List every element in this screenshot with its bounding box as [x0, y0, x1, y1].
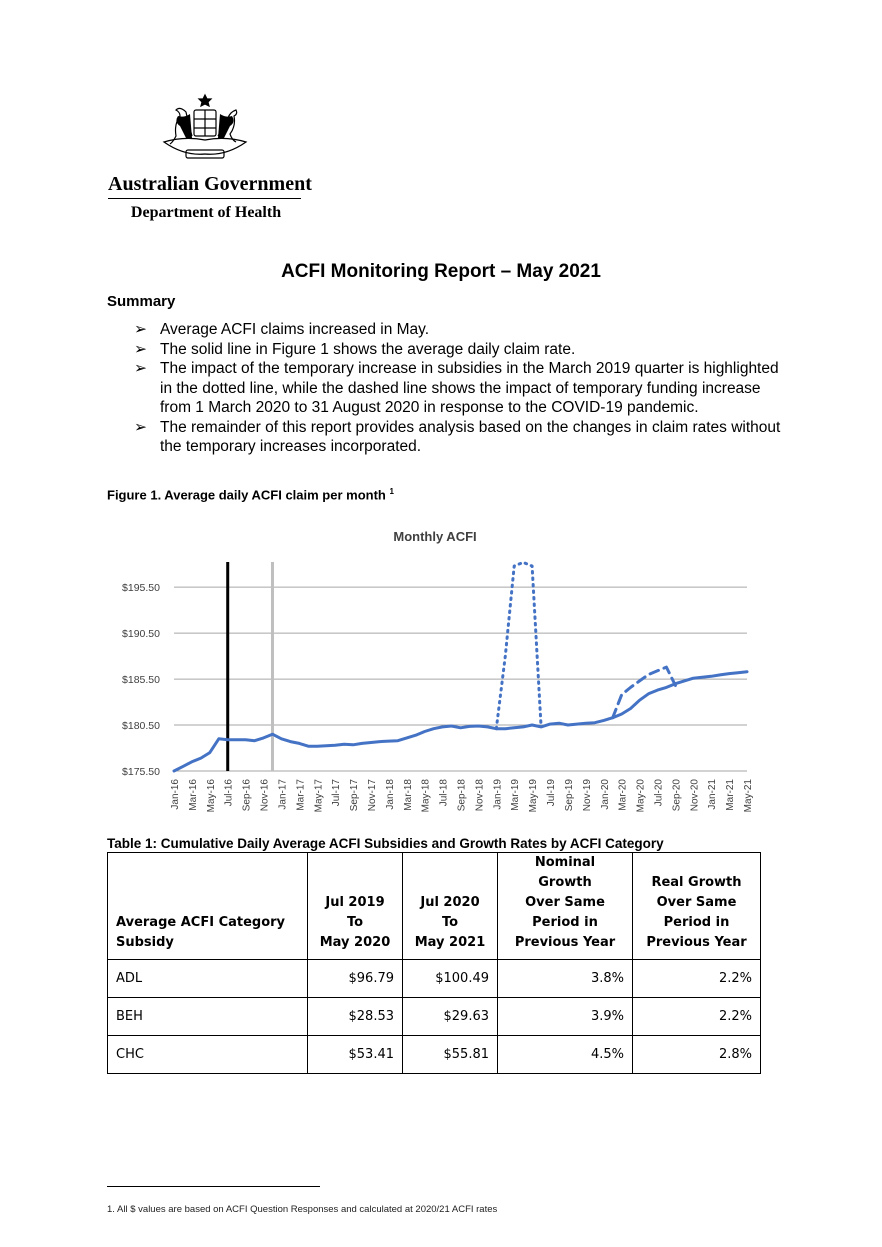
table-row [108, 1036, 761, 1074]
table-row [108, 998, 761, 1036]
cell-real-growth: 2.8% [633, 1036, 761, 1074]
summary-list [134, 320, 794, 457]
x-tick-label: Nov-17 [367, 779, 378, 812]
government-name: Australian Government [108, 173, 312, 195]
x-tick-label: Mar-17 [295, 779, 307, 811]
x-tick-label: Sep-18 [456, 779, 468, 812]
x-tick-label: May-19 [528, 779, 540, 813]
chart-title: Monthly ACFI [393, 529, 477, 544]
x-tick-label: Jul-18 [438, 779, 450, 807]
x-tick-label: May-17 [313, 779, 325, 813]
summary-item-text: The remainder of this report provides analysis based on the changes in claim rates without the temporary increases incorporated. [160, 418, 781, 455]
summary-item [134, 359, 794, 418]
cell-current-value: $29.63 [403, 998, 498, 1036]
header-divider [108, 198, 301, 199]
column-header-prior-period: Jul 2019 To May 2020 [308, 853, 403, 960]
x-tick-label: May-21 [743, 779, 754, 813]
report-title: ACFI Monitoring Report – May 2021 [281, 261, 601, 282]
series-line-dashed [613, 667, 676, 718]
x-tick-label: Mar-20 [617, 779, 629, 811]
cell-current-value: $100.49 [403, 960, 498, 998]
cell-prior-value: $96.79 [308, 960, 403, 998]
cell-nominal-growth: 3.9% [498, 998, 633, 1036]
cell-category: ADL [108, 960, 308, 998]
x-tick-label: Nov-16 [259, 779, 271, 812]
x-tick-label: Nov-19 [581, 779, 593, 812]
figure-caption [107, 487, 394, 502]
summary-heading: Summary [107, 293, 176, 310]
summary-item [134, 340, 794, 360]
x-tick-label: May-16 [205, 779, 217, 813]
x-tick-label: Jul-16 [223, 779, 235, 807]
y-tick-label: $185.50 [122, 674, 160, 687]
summary-item-text: Average ACFI claims increased in May. [160, 321, 430, 338]
y-tick-label: $180.50 [122, 720, 160, 733]
y-tick-label: $175.50 [122, 766, 160, 778]
figure-caption-text: Figure 1. Average daily ACFI claim per month [107, 487, 386, 503]
monthly-acfi-chart [104, 520, 784, 830]
x-tick-label: Sep-16 [241, 779, 253, 812]
summary-item [134, 418, 794, 457]
arrow-bullet-icon: ➢ [134, 340, 147, 358]
y-tick-label: $190.50 [122, 628, 160, 641]
department-name: Department of Health [130, 204, 282, 221]
arrow-bullet-icon: ➢ [134, 321, 147, 338]
x-tick-label: Mar-18 [402, 779, 414, 811]
summary-item-text: The solid line in Figure 1 shows the average daily claim rate. [160, 340, 576, 358]
acfi-growth-table [107, 852, 761, 1074]
x-tick-label: Jul-19 [546, 779, 557, 807]
x-tick-label: May-18 [420, 779, 432, 813]
x-tick-label: Nov-18 [474, 779, 486, 812]
summary-item-text: The impact of the temporary increase in subsidies in the March 2019 quarter is highlighted in the dotted line, while the dashed line shows the impact of temporary funding increase from 1 March 2020 to 31 August 2020 in response to the COVID-19 pandemic. [160, 360, 779, 416]
column-header-category: Average ACFI Category Subsidy [108, 853, 308, 960]
arrow-bullet-icon: ➢ [134, 418, 147, 436]
cell-nominal-growth: 3.8% [498, 960, 633, 998]
x-tick-label: Jul-20 [653, 779, 665, 807]
arrow-bullet-icon: ➢ [134, 360, 147, 377]
cell-real-growth: 2.2% [633, 998, 761, 1036]
x-tick-label: Sep-20 [671, 779, 683, 812]
x-tick-label: Jan-19 [492, 779, 504, 810]
column-header-real-growth: Real Growth Over Same Period in Previous Year [633, 853, 761, 960]
x-tick-label: Jan-21 [707, 779, 719, 810]
x-tick-label: Jan-17 [277, 779, 289, 810]
cell-nominal-growth: 4.5% [498, 1036, 633, 1074]
coat-of-arms-icon [150, 92, 260, 164]
cell-category: BEH [108, 998, 308, 1036]
cell-current-value: $55.81 [403, 1036, 498, 1074]
x-tick-label: Mar-16 [187, 779, 199, 811]
summary-item [134, 320, 794, 340]
x-tick-label: Sep-19 [563, 779, 575, 812]
series-line-solid [174, 672, 747, 771]
cell-category: CHC [108, 1036, 308, 1074]
x-tick-label: Sep-17 [349, 779, 361, 812]
table-row [108, 960, 761, 998]
column-header-current-period: Jul 2020 To May 2021 [403, 853, 498, 960]
x-tick-label: Nov-20 [689, 779, 701, 812]
cell-real-growth: 2.2% [633, 960, 761, 998]
cell-prior-value: $28.53 [308, 998, 403, 1036]
x-tick-label: Mar-19 [510, 779, 522, 811]
footnote: 1. All $ values are based on ACFI Question Responses and calculated at 2020/21 ACFI rates [107, 1204, 498, 1215]
column-header-nominal-growth: Nominal Growth Over Same Period in Previous Year [498, 853, 633, 960]
x-tick-label: Jul-17 [331, 779, 343, 807]
table-caption: Table 1: Cumulative Daily Average ACFI Subsidies and Growth Rates by ACFI Category [107, 836, 664, 851]
x-tick-label: May-20 [635, 779, 647, 813]
footnote-ref: 1 [389, 487, 394, 496]
footnote-divider [107, 1186, 320, 1187]
table-header-row [108, 853, 761, 960]
x-tick-label: Jan-20 [599, 779, 611, 810]
x-tick-label: Mar-21 [725, 779, 737, 811]
x-tick-label: Jan-16 [170, 779, 181, 810]
cell-prior-value: $53.41 [308, 1036, 403, 1074]
x-tick-label: Jan-18 [384, 779, 396, 810]
y-tick-label: $195.50 [122, 582, 160, 595]
